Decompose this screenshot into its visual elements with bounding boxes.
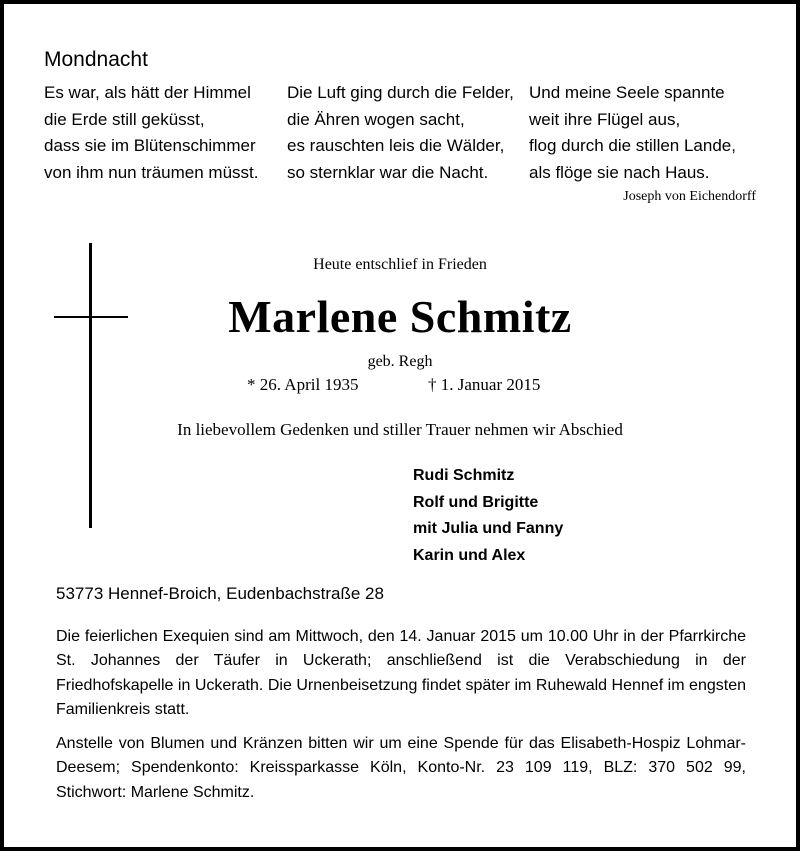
poem-line: flog durch die stillen Lande, [529, 136, 736, 155]
poem-line: von ihm nun träumen müsst. [44, 162, 259, 182]
mourner: mit Julia und Fanny [413, 520, 564, 537]
poem-line: als flöge sie nach Haus. [529, 162, 710, 182]
mourner: Karin und Alex [413, 546, 526, 564]
poem-line: dass sie im Blütenschimmer [44, 136, 256, 155]
donation-details: Anstelle von Blumen und Kränzen bitten wir um eine Spende für das Elisabeth-Hospiz Lohmar-Deesem; Spendenkonto: Kreissparkasse Köln, Konto-Nr. 23 109 119, BLZ: 370 502 99, Stichwort: Marlene Schmitz. [56, 735, 746, 801]
poem-line: Die Luft ging durch die Felder, [287, 83, 514, 102]
deceased-name: Marlene Schmitz [228, 291, 572, 342]
poem-line: Und meine Seele spannte [529, 83, 725, 102]
farewell-text: In liebevollem Gedenken und stiller Trauer nehmen wir Abschied [177, 420, 623, 439]
poem-line: weit ihre Flügel aus, [529, 109, 681, 129]
funeral-details: Die feierlichen Exequien sind am Mittwoch, den 14. Januar 2015 um 10.00 Uhr in der Pfarrkirche St. Johannes der Täufer in Uckerath; anschließend ist die Verabschiedung in der Friedhofskapelle in Uckerath. Die Urnenbeisetzung findet später im Ruhewald Hennef im engsten Familienkreis statt. [56, 628, 746, 718]
mourners-list [413, 463, 563, 569]
poem-title: Mondnacht [44, 48, 148, 71]
mourner: Rudi Schmitz [413, 467, 515, 484]
death-date: † 1. Januar 2015 [428, 375, 541, 394]
address: 53773 Hennef-Broich, Eudenbachstraße 28 [56, 584, 384, 603]
intro-text: Heute entschlief in Frieden [313, 256, 487, 273]
poem-author: Joseph von Eichendorff [623, 189, 756, 204]
cross-icon [89, 243, 92, 528]
maiden-name: geb. Regh [367, 353, 433, 370]
poem-line: Es war, als hätt der Himmel [44, 83, 251, 102]
birth-date: * 26. April 1935 [247, 375, 359, 394]
poem-line: so sternklar war die Nacht. [287, 162, 489, 182]
poem-stanza-2 [287, 80, 514, 186]
obituary-card [4, 4, 796, 847]
poem-line: es rauschten leis die Wälder, [287, 136, 505, 155]
poem-stanza-1 [44, 80, 258, 186]
poem-stanza-3 [529, 80, 736, 186]
poem-line: die Erde still geküsst, [44, 109, 205, 129]
poem-line: die Ähren wogen sacht, [287, 109, 465, 129]
mourner: Rolf und Brigitte [413, 493, 539, 511]
